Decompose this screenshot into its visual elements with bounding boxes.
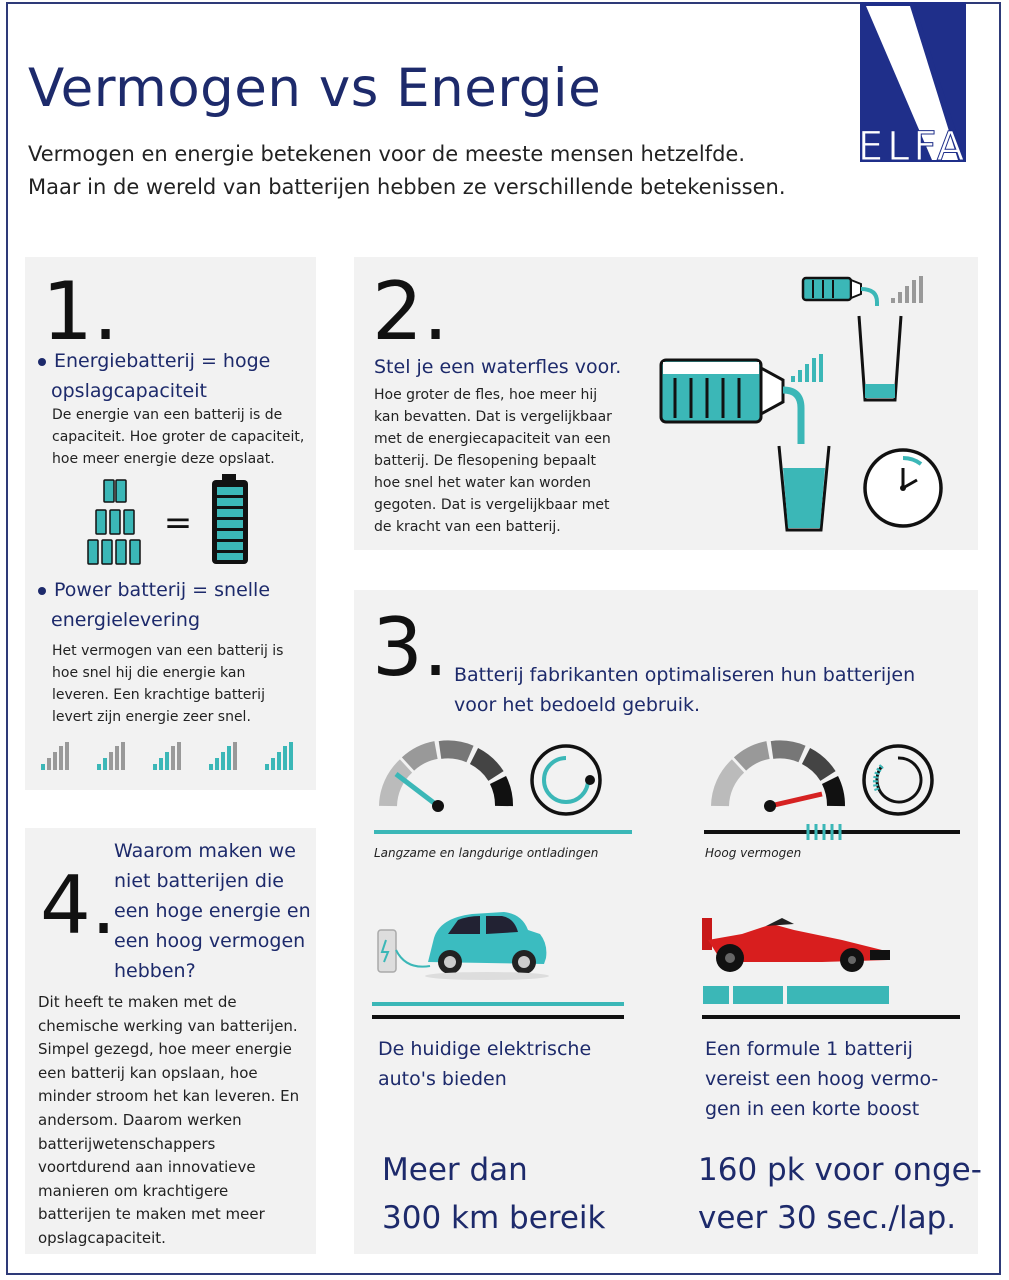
text-line: batterijwetenschappers bbox=[38, 1134, 216, 1153]
logo-text: ELFA bbox=[858, 124, 968, 167]
text-line: Een formule 1 batterij bbox=[705, 1038, 913, 1060]
bullet-2-line-1: Power batterij = snelle bbox=[54, 579, 271, 601]
heading-line: hebben? bbox=[114, 960, 196, 982]
vehicles-illustration bbox=[372, 900, 972, 1025]
water-bottle-illustration bbox=[655, 268, 955, 538]
left-stat bbox=[382, 1146, 605, 1242]
power-bar bbox=[703, 986, 889, 1004]
stat-line: Meer dan bbox=[382, 1152, 528, 1188]
section-3-left-text bbox=[378, 1034, 638, 1094]
text-line: gen in een korte boost bbox=[705, 1098, 920, 1120]
electric-car-image bbox=[425, 912, 549, 980]
signal-bars-row bbox=[38, 738, 306, 774]
section-1-number: 1. bbox=[42, 265, 119, 358]
section-3-right-text bbox=[705, 1034, 975, 1124]
text-line: met de energiecapaciteit van een bbox=[374, 431, 611, 447]
equals-sign: = bbox=[163, 503, 193, 543]
bullet-dot bbox=[38, 358, 46, 366]
text-line: batterijen te maken met meer bbox=[38, 1205, 265, 1224]
text-line: minder stroom het kan leveren. En bbox=[38, 1087, 300, 1106]
dial-icon bbox=[864, 746, 932, 814]
section-2-number: 2. bbox=[372, 265, 449, 358]
text-line: de kracht van een batterij. bbox=[374, 519, 561, 535]
signal-bars-icon bbox=[97, 742, 125, 770]
page-title: Vermogen vs Energie bbox=[28, 58, 602, 119]
glass-icon bbox=[859, 316, 901, 400]
text-line: hoe meer energie deze opslaat. bbox=[52, 451, 275, 467]
text-line: auto's bieden bbox=[378, 1068, 507, 1090]
heading-line: een hoge energie en bbox=[114, 900, 311, 922]
section-2-heading: Stel je een waterfles voor. bbox=[374, 356, 622, 378]
text-line: gegoten. Dat is vergelijkbaar met bbox=[374, 497, 610, 513]
section-1-body-1 bbox=[52, 404, 312, 470]
glass-icon bbox=[779, 446, 829, 530]
stat-line: 300 km bereik bbox=[382, 1200, 606, 1236]
bullet-1-line-1: Energiebatterij = hoge bbox=[54, 350, 271, 372]
text-line: manieren om krachtigere bbox=[38, 1181, 229, 1200]
text-line: kan bevatten. Dat is vergelijkbaar bbox=[374, 409, 612, 425]
text-line: batterij. De flesopening bepaalt bbox=[374, 453, 597, 469]
section-2-body bbox=[374, 384, 644, 538]
gauge-icon bbox=[388, 749, 504, 812]
section-4-number: 4. bbox=[40, 859, 117, 952]
water-bottle-icon bbox=[661, 360, 801, 444]
text-line: vereist een hoog vermo- bbox=[705, 1068, 939, 1090]
subtitle-line-2: Maar in de wereld van batterijen hebben ze verschillende betekenissen. bbox=[28, 175, 786, 199]
text-line: De huidige elektrische bbox=[378, 1038, 592, 1060]
signal-bars-icon bbox=[891, 276, 923, 303]
heading-line: niet batterijen die bbox=[114, 870, 284, 892]
charging-station-icon bbox=[378, 930, 430, 972]
subtitle-line-1: Vermogen en energie betekenen voor de meeste mensen hetzelfde. bbox=[28, 142, 746, 166]
battery-comparison bbox=[82, 474, 262, 569]
formula1-car-image bbox=[702, 918, 890, 972]
text-line: hoe snel hij die energie kan bbox=[52, 665, 246, 681]
section-4-heading bbox=[114, 836, 314, 986]
text-line: leveren. Een krachtige batterij bbox=[52, 687, 265, 703]
stat-line: 160 pk voor onge- bbox=[698, 1152, 982, 1188]
stat-line: veer 30 sec./lap. bbox=[698, 1200, 957, 1236]
heading-line: Batterij fabrikanten optimaliseren hun batterijen bbox=[454, 664, 916, 686]
text-line: Simpel gezegd, hoe meer energie bbox=[38, 1040, 292, 1059]
text-line: een batterij kan opslaan, hoe bbox=[38, 1063, 258, 1082]
heading-line: Waarom maken we bbox=[114, 840, 296, 862]
text-line: De energie van een batterij is de bbox=[52, 407, 283, 423]
text-line: levert zijn energie zeer snel. bbox=[52, 709, 251, 725]
section-3-number: 3. bbox=[372, 601, 449, 694]
signal-bars-icon bbox=[791, 354, 823, 382]
text-line: hoe snel het water kan worden bbox=[374, 475, 592, 491]
signal-bars-icon bbox=[153, 742, 181, 770]
text-line: voortdurend aan innovatieve bbox=[38, 1158, 256, 1177]
section-4-body bbox=[38, 991, 314, 1251]
signal-bars-icon bbox=[265, 742, 293, 770]
heading-line: een hoog vermogen bbox=[114, 930, 306, 952]
text-line: andersom. Daarom werken bbox=[38, 1110, 242, 1129]
text-line: Dit heeft te maken met de bbox=[38, 993, 237, 1011]
text-line: Het vermogen van een batterij is bbox=[52, 643, 284, 659]
text-line: opslagcapaciteit. bbox=[38, 1228, 166, 1247]
caption-left: Langzame en langdurige ontladingen bbox=[374, 846, 599, 860]
text-line: Hoe groter de fles, hoe meer hij bbox=[374, 387, 598, 403]
section-3-heading bbox=[454, 660, 915, 720]
water-bottle-icon bbox=[803, 278, 877, 306]
section-1-body-2 bbox=[52, 640, 312, 728]
heading-line: voor het bedoeld gebruik. bbox=[454, 694, 701, 716]
battery-icon bbox=[212, 474, 248, 564]
battery-stack-icon bbox=[88, 480, 140, 564]
caption-right: Hoog vermogen bbox=[705, 846, 802, 860]
signal-bars-icon bbox=[209, 742, 237, 770]
bullet-2 bbox=[38, 575, 308, 635]
right-stat bbox=[698, 1146, 982, 1242]
bullet-1-line-2: opslagcapaciteit bbox=[51, 380, 207, 402]
bullet-2-line-2: energielevering bbox=[51, 609, 201, 631]
text-line: chemische werking van batterijen. bbox=[38, 1016, 298, 1035]
bullet-dot bbox=[38, 587, 46, 595]
gauge-icon bbox=[720, 749, 836, 812]
dial-icon bbox=[532, 746, 600, 814]
text-line: capaciteit. Hoe groter de capaciteit, bbox=[52, 429, 305, 445]
signal-bars-icon bbox=[41, 742, 69, 770]
bullet-1 bbox=[38, 346, 308, 406]
clock-icon bbox=[865, 450, 941, 526]
elfa-logo bbox=[858, 2, 968, 167]
